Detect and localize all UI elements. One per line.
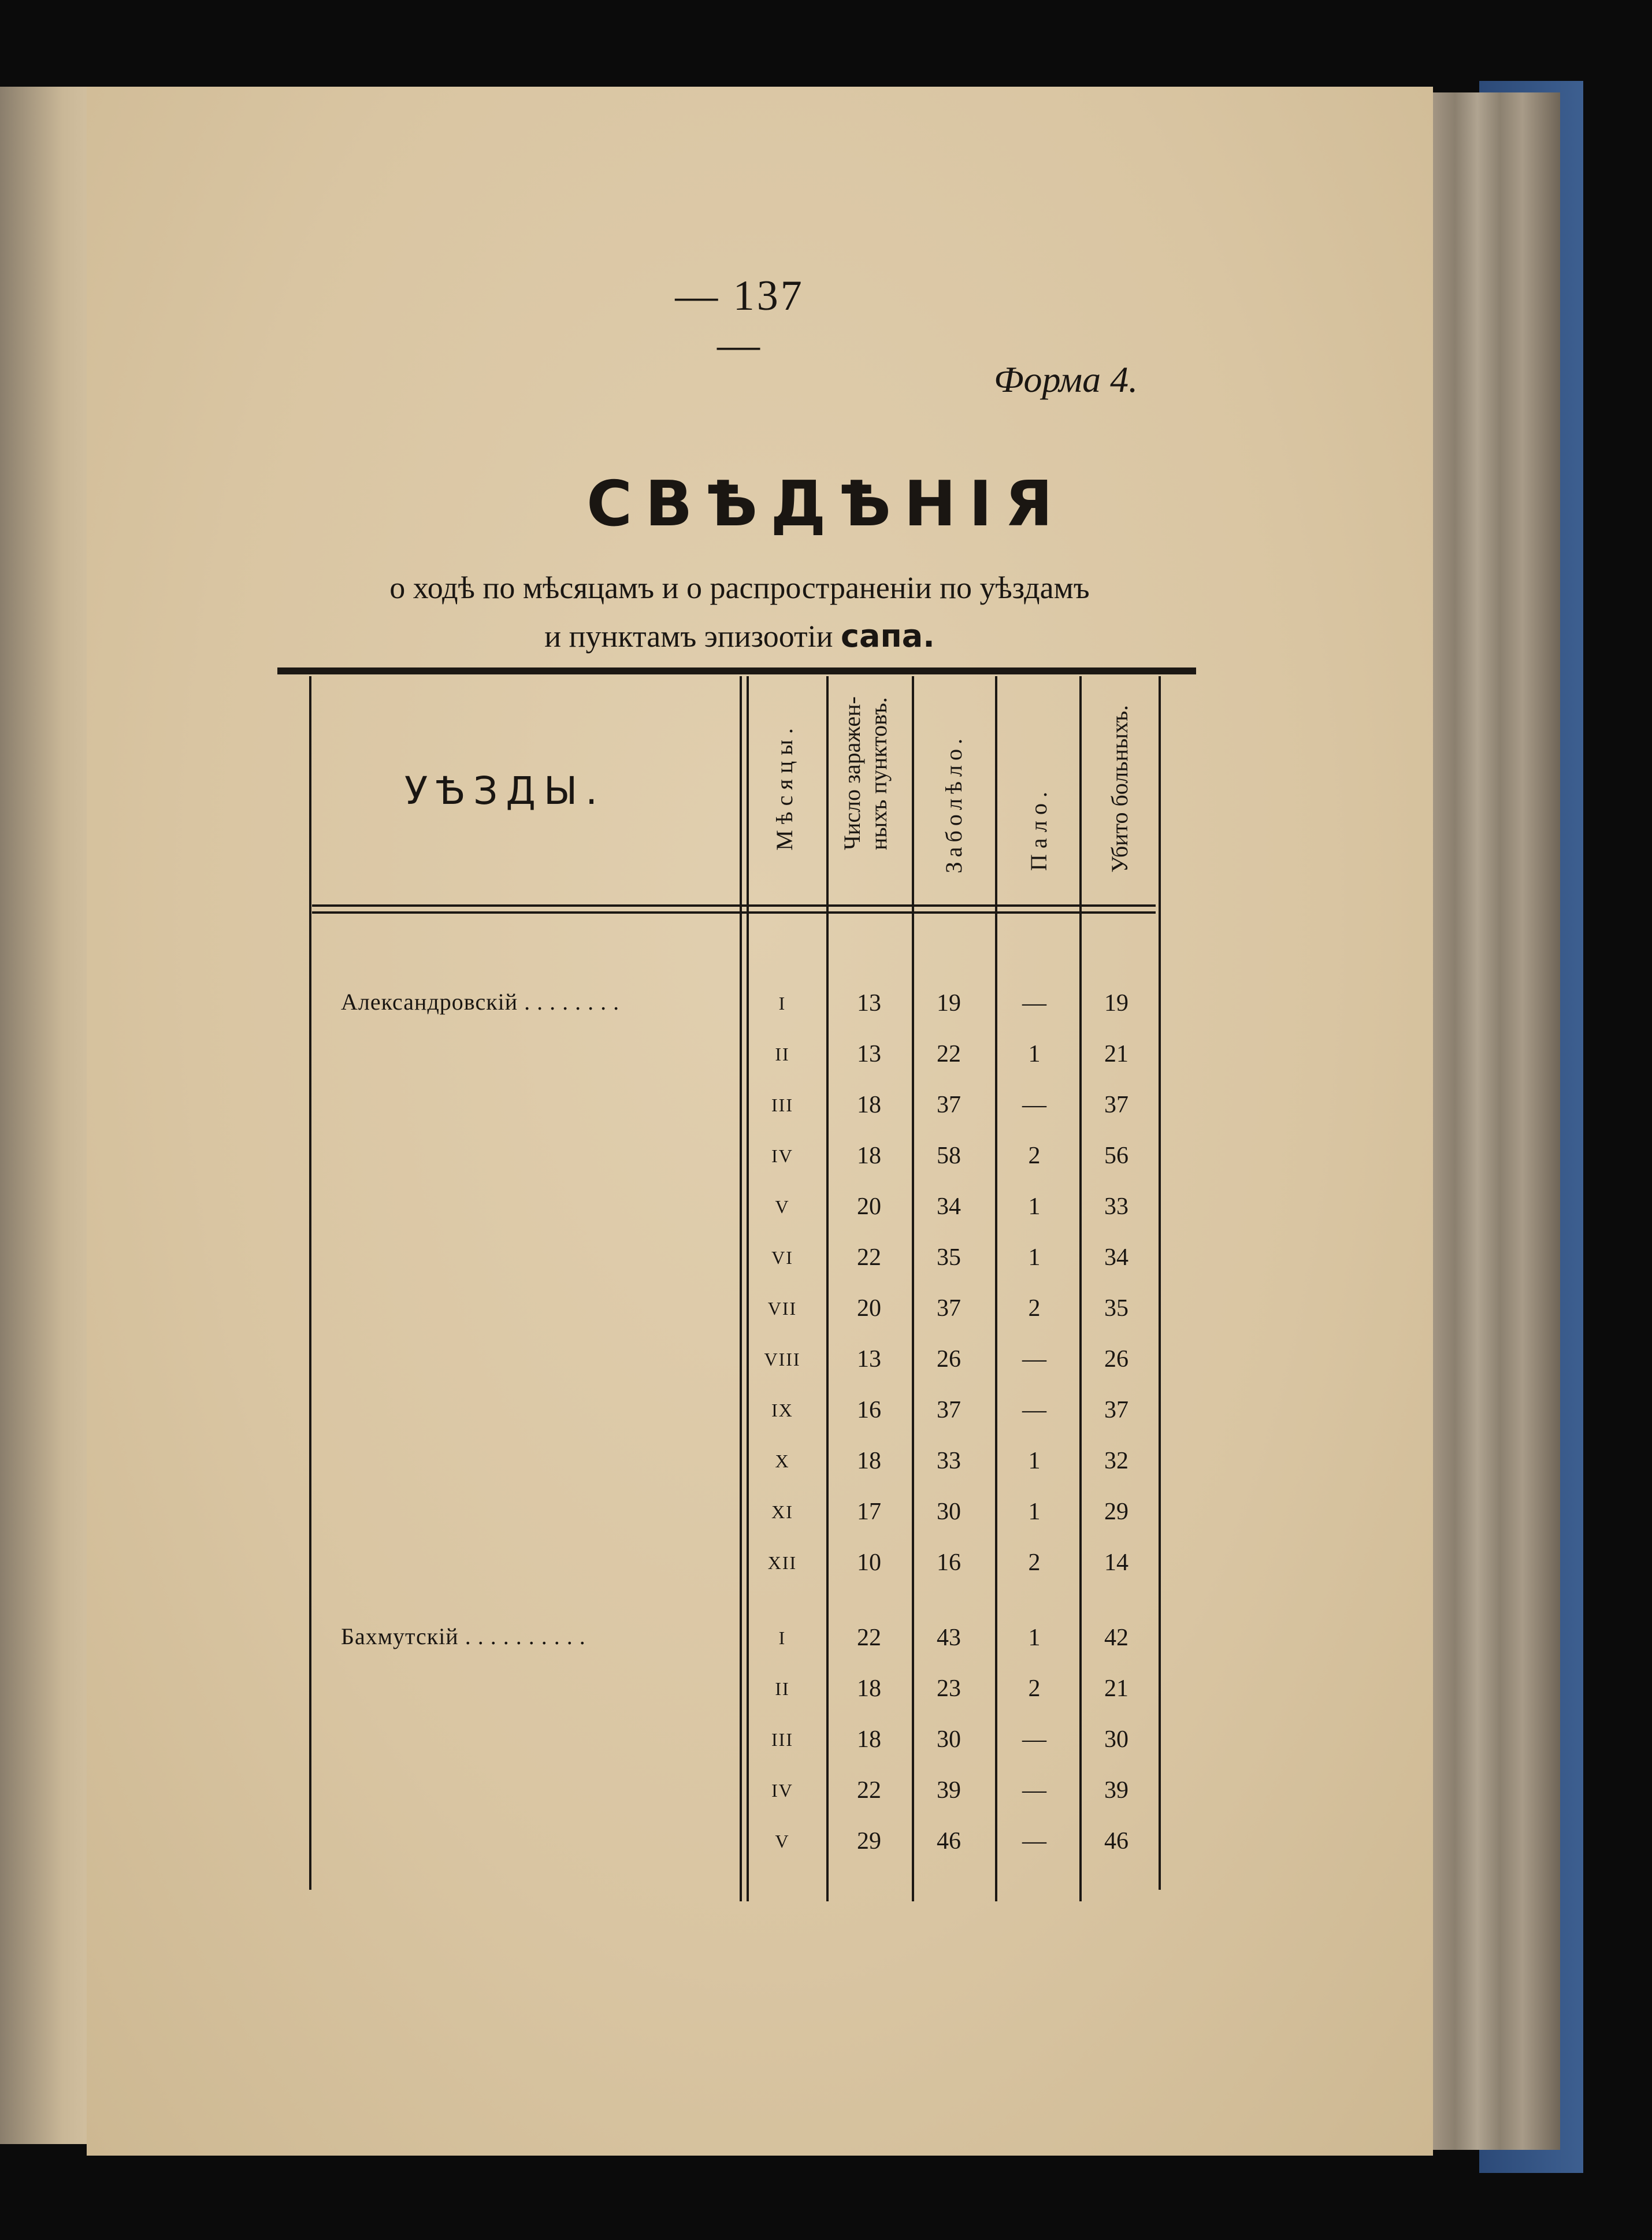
sick-cell: 43 (937, 1625, 961, 1651)
killed-cell: 32 (1104, 1448, 1128, 1474)
died-cell: 1 (1028, 1244, 1041, 1271)
infected-points-cell: 17 (857, 1499, 881, 1525)
month-cell: I (778, 1627, 786, 1648)
died-cell: 2 (1028, 1143, 1041, 1169)
died-cell: 2 (1028, 1549, 1041, 1576)
infected-points-header-line-1: Число заражен- (839, 696, 865, 851)
killed-cell: 33 (1104, 1193, 1128, 1220)
sick-column-header: Заболѣло. (941, 734, 967, 874)
infected-points-cell: 22 (857, 1244, 881, 1271)
subtitle-line-1: о ходѣ по мѣсяцамъ и о распространеніи по уѣздамъ (389, 570, 1090, 605)
page-number: — 137 — (675, 272, 804, 369)
killed-cell: 42 (1104, 1625, 1128, 1651)
sick-cell: 35 (937, 1244, 961, 1271)
died-cell: 1 (1028, 1448, 1041, 1474)
infected-points-cell: 13 (857, 990, 881, 1017)
killed-cell: 29 (1104, 1499, 1128, 1525)
sick-cell: 30 (937, 1499, 961, 1525)
district-name: Александровскій . . . . . . . . (341, 989, 620, 1015)
header-bottom-rule-2 (312, 911, 1156, 914)
col-divider-died (995, 676, 997, 1901)
died-column-header: Пало. (1026, 786, 1052, 871)
infected-points-cell: 18 (857, 1675, 881, 1702)
month-cell: II (775, 1044, 790, 1065)
document-subtitle (300, 563, 1179, 661)
died-cell: 1 (1028, 1193, 1041, 1220)
sick-cell: 58 (937, 1143, 961, 1169)
killed-cell: 37 (1104, 1092, 1128, 1118)
infected-points-column-header (839, 696, 892, 850)
infected-points-cell: 20 (857, 1193, 881, 1220)
died-cell: — (1022, 1346, 1046, 1373)
form-label: Форма 4. (994, 359, 1138, 400)
died-cell: 1 (1028, 1625, 1041, 1651)
infected-points-cell: 18 (857, 1143, 881, 1169)
infected-points-cell: 13 (857, 1346, 881, 1373)
subtitle-disease: сапа. (841, 618, 935, 654)
document-title: СВѢДѢНІЯ (586, 468, 1066, 540)
infected-points-cell: 22 (857, 1777, 881, 1804)
sick-cell: 22 (937, 1041, 961, 1067)
month-cell: III (771, 1729, 793, 1750)
month-cell: V (775, 1196, 790, 1217)
died-cell: — (1022, 990, 1046, 1017)
killed-cell: 34 (1104, 1244, 1128, 1271)
died-cell: 1 (1028, 1499, 1041, 1525)
died-cell: — (1022, 1777, 1046, 1804)
table-right-border (1159, 676, 1161, 1890)
infected-points-cell: 18 (857, 1726, 881, 1753)
sick-cell: 30 (937, 1726, 961, 1753)
sick-cell: 39 (937, 1777, 961, 1804)
month-cell: IV (771, 1145, 793, 1166)
died-cell: — (1022, 1092, 1046, 1118)
sick-cell: 37 (937, 1397, 961, 1423)
killed-cell: 46 (1104, 1828, 1128, 1855)
killed-cell: 37 (1104, 1397, 1128, 1423)
table-left-border (309, 676, 311, 1890)
died-cell: — (1022, 1828, 1046, 1855)
subtitle-line-2 (300, 612, 1179, 661)
sick-cell: 37 (937, 1092, 961, 1118)
sick-cell: 46 (937, 1828, 961, 1855)
month-cell: III (771, 1095, 793, 1115)
sick-cell: 23 (937, 1675, 961, 1702)
sick-cell: 26 (937, 1346, 961, 1373)
killed-cell: 56 (1104, 1143, 1128, 1169)
infected-points-header-line-2: ныхъ пунктовъ. (866, 697, 892, 851)
month-cell: X (775, 1451, 790, 1471)
killed-cell: 26 (1104, 1346, 1128, 1373)
sick-cell: 19 (937, 990, 961, 1017)
month-cell: V (775, 1831, 790, 1852)
month-cell: VIII (764, 1349, 801, 1370)
col-divider-months-1 (740, 676, 742, 1901)
month-cell: IX (771, 1400, 793, 1421)
col-divider-months-2 (747, 676, 749, 1901)
killed-cell: 21 (1104, 1041, 1128, 1067)
month-cell: I (778, 993, 786, 1014)
col-divider-killed (1079, 676, 1082, 1901)
months-column-header: Мѣсяцы. (771, 722, 797, 851)
killed-cell: 39 (1104, 1777, 1128, 1804)
killed-cell: 14 (1104, 1549, 1128, 1576)
sick-cell: 16 (937, 1549, 961, 1576)
col-divider-sick (912, 676, 914, 1901)
died-cell: 2 (1028, 1675, 1041, 1702)
killed-cell: 35 (1104, 1295, 1128, 1322)
sick-cell: 34 (937, 1193, 961, 1220)
died-cell: 1 (1028, 1041, 1041, 1067)
infected-points-cell: 18 (857, 1092, 881, 1118)
month-cell: II (775, 1678, 790, 1699)
infected-points-cell: 20 (857, 1295, 881, 1322)
infected-points-cell: 16 (857, 1397, 881, 1423)
districts-column-header: УѢЗДЫ. (404, 769, 606, 813)
month-cell: XII (767, 1552, 797, 1573)
col-divider-points (826, 676, 829, 1901)
district-name: Бахмутскій . . . . . . . . . . (341, 1623, 586, 1649)
sick-cell: 33 (937, 1448, 961, 1474)
month-cell: IV (771, 1780, 793, 1801)
infected-points-cell: 10 (857, 1549, 881, 1576)
died-cell: 2 (1028, 1295, 1041, 1322)
killed-column-header: Убито больныхъ. (1107, 705, 1133, 873)
month-cell: XI (771, 1501, 793, 1522)
infected-points-cell: 18 (857, 1448, 881, 1474)
killed-cell: 30 (1104, 1726, 1128, 1753)
sick-cell: 37 (937, 1295, 961, 1322)
died-cell: — (1022, 1397, 1046, 1423)
infected-points-cell: 29 (857, 1828, 881, 1855)
killed-cell: 21 (1104, 1675, 1128, 1702)
infected-points-cell: 22 (857, 1625, 881, 1651)
header-bottom-rule-1 (312, 904, 1156, 907)
month-cell: VI (771, 1247, 793, 1268)
killed-cell: 19 (1104, 990, 1128, 1017)
died-cell: — (1022, 1726, 1046, 1753)
month-cell: VII (767, 1298, 797, 1319)
subtitle-line-2-text: и пунктамъ эпизоотіи (544, 619, 833, 654)
infected-points-cell: 13 (857, 1041, 881, 1067)
table-top-rule (277, 667, 1196, 674)
